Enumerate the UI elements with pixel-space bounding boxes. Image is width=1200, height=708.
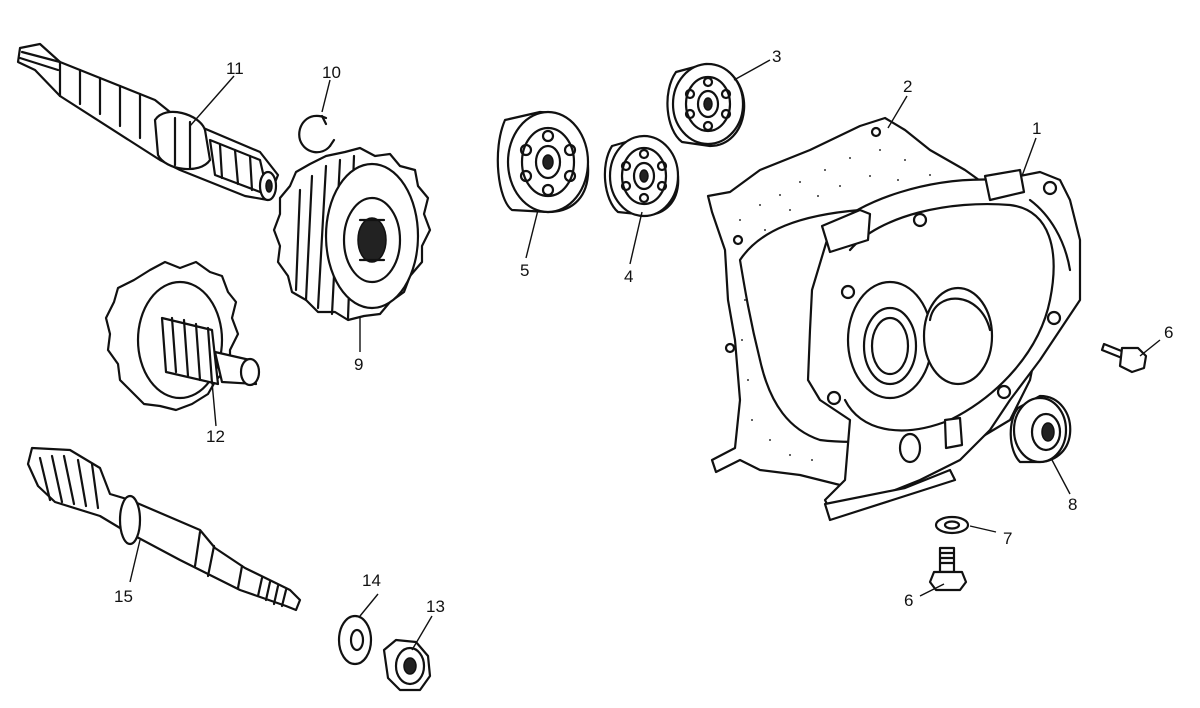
callout-6-upper: 6 [1164, 323, 1174, 342]
part-15-output-shaft [28, 448, 300, 610]
callout-8: 8 [1068, 495, 1078, 514]
callout-10: 10 [322, 63, 341, 82]
part-6-bolt-lower [930, 548, 966, 590]
part-13-nut [384, 640, 430, 690]
callout-6-lower: 6 [904, 591, 914, 610]
callout-13: 13 [426, 597, 445, 616]
callout-14: 14 [362, 571, 381, 590]
part-6-bolt-upper [1102, 344, 1146, 372]
callout-5: 5 [520, 261, 530, 280]
callout-4: 4 [624, 267, 634, 286]
callout-7: 7 [1003, 529, 1013, 548]
part-14-washer [339, 616, 371, 664]
part-3-bearing [667, 64, 744, 146]
part-9-helical-gear [274, 148, 430, 320]
part-1-transmission-cover [808, 170, 1080, 520]
part-10-circlip [299, 116, 334, 152]
callout-9: 9 [354, 355, 364, 374]
part-5-bearing [498, 112, 588, 212]
part-4-bearing [605, 136, 678, 216]
callout-3: 3 [772, 47, 782, 66]
callout-1: 1 [1032, 119, 1042, 138]
part-7-washer [936, 517, 968, 533]
callout-12: 12 [206, 427, 225, 446]
callout-11: 11 [226, 59, 244, 78]
part-8-oil-seal [1011, 396, 1070, 462]
part-12-gear-cluster [106, 262, 259, 410]
callout-15: 15 [114, 587, 133, 606]
callout-2: 2 [903, 77, 913, 96]
